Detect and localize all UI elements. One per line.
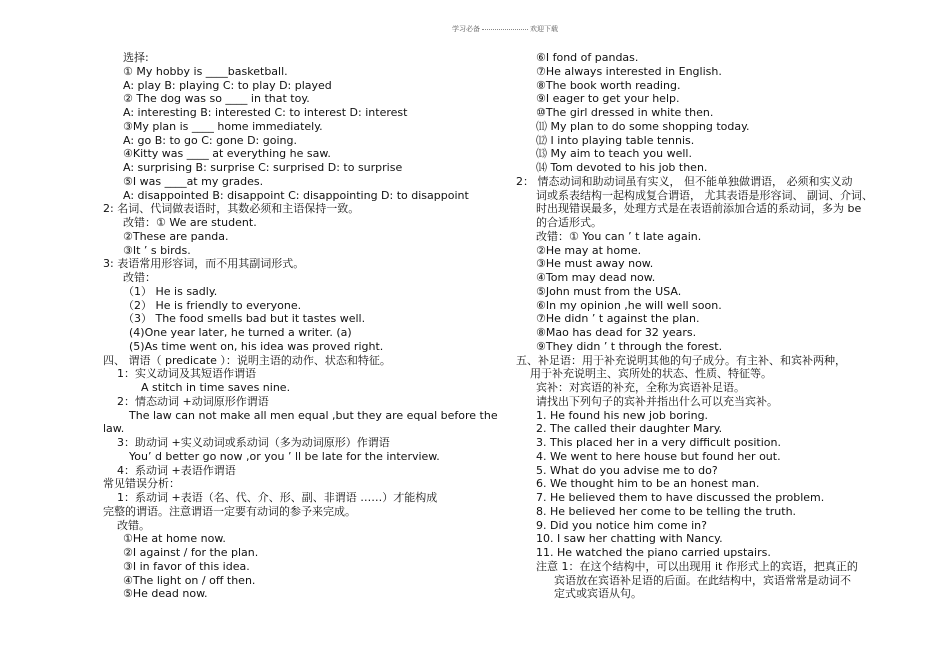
text-line: A: surprising B: surprise C: surprised D: to surprise — [123, 161, 403, 174]
text-line: 改错：① We are student. — [123, 216, 257, 229]
header-separator — [482, 29, 528, 30]
text-line: 1. He found his new job boring. — [536, 408, 709, 422]
text-line: 五、补足语：用于补充说明其他的句子成分。有主补、和宾补两种， — [516, 353, 846, 367]
text-line: （3） The food smells bad but it tastes well. — [123, 312, 366, 326]
text-line: ⑨They didn ’ t through the forest. — [536, 339, 723, 353]
text-line: ⑧Mao has dead for 32 years. — [536, 326, 697, 339]
text-line: ④Kitty was ____ at everything he saw. — [123, 147, 331, 161]
text-line: ① My hobby is ____basketball. — [123, 64, 288, 78]
text-line: 常见错误分析： — [103, 477, 180, 491]
text-line: 6. We thought him to be an honest man. — [536, 477, 760, 491]
text-line: A: go B: to go C: gone D: going. — [123, 133, 297, 147]
text-line: A: disappointed B: disappoint C: disappointing D: to disappoint — [123, 188, 469, 202]
left-column — [103, 51, 498, 601]
text-line: 4：系动词 +表语作谓语 — [117, 463, 236, 477]
text-line: ⑤I was ____at my grades. — [123, 174, 264, 188]
text-line: ④Tom may dead now. — [536, 271, 656, 284]
text-line: 9. Did you notice him come in? — [536, 518, 707, 532]
text-line: 10. I saw her chatting with Nancy. — [536, 532, 723, 546]
text-line: ③My plan is ____ home immediately. — [123, 119, 323, 133]
text-line: ③It ’ s birds. — [123, 243, 191, 257]
text-line: 注意 1：在这个结构中，可以出现用 it 作形式上的宾语，把真正的 — [536, 559, 858, 573]
text-line: ② The dog was so ____ in that toy. — [123, 92, 310, 106]
text-line: 2： 情态动词和助动词虽有实义， 但不能单独做谓语， 必须和实义动 — [516, 174, 853, 188]
text-line: 2：情态动词 +动词原形作谓语 — [117, 394, 269, 408]
text-line: 四、 谓语（ predicate ）：说明主语的动作、状态和特征。 — [103, 353, 391, 367]
text-line: ⑤He dead now. — [123, 587, 208, 601]
text-line: （1） He is sadly. — [123, 284, 218, 298]
text-line: 宾补：对宾语的补充，全称为宾语补足语。 — [536, 381, 745, 394]
text-line: （2） He is friendly to everyone. — [123, 298, 302, 312]
text-line: 5. What do you advise me to do? — [536, 463, 718, 477]
text-line: ⑥In my opinion ,he will well soon. — [536, 298, 722, 312]
text-line: 改错。 — [117, 518, 150, 532]
header-right-text: 欢迎下载 — [530, 25, 558, 33]
text-line: 3：助动词 +实义动词或系动词（多为动词原形）作谓语 — [117, 436, 390, 449]
text-line: ②He may at home. — [536, 243, 642, 257]
text-line: ⑨I eager to get your help. — [536, 92, 680, 106]
text-line: A: interesting B: interested C: to interest D: interest — [123, 106, 408, 119]
text-line: (4)One year later, he turned a writer. (a) — [129, 326, 352, 339]
text-line: ⑥I fond of pandas. — [536, 51, 639, 64]
text-line: 11. He watched the piano carried upstairs. — [536, 546, 771, 559]
text-line: 用于补充说明主、宾所处的状态、性质、特征等。 — [530, 367, 772, 381]
text-line: 改错： — [123, 271, 156, 284]
text-line: 完整的谓语。注意谓语一定要有动词的参予来完成。 — [103, 504, 356, 518]
text-line: ④The light on / off then. — [123, 573, 256, 587]
text-line: ⑩The girl dressed in white then. — [536, 106, 714, 119]
text-line: ⑾ My plan to do some shopping today. — [536, 119, 750, 133]
text-line: 4. We went to here house but found her out. — [536, 449, 781, 463]
text-line: ⒁ Tom devoted to his job then. — [536, 161, 708, 174]
text-line: ⑦He always interested in English. — [536, 64, 722, 78]
header-left-text: 学习必备 — [452, 25, 480, 33]
text-line: 的合适形式。 — [536, 216, 602, 229]
text-line: A: play B: playing C: to play D: played — [123, 78, 332, 92]
text-line: 1：系动词 +表语（名、代、介、形、副、非谓语 ……）才能构成 — [117, 491, 438, 504]
text-line: 2. The called their daughter Mary. — [536, 422, 723, 436]
text-line: law. — [103, 422, 125, 436]
right-column — [516, 51, 898, 601]
text-line: ②I against / for the plan. — [123, 546, 259, 559]
text-line: 宾语放在宾语补足语的后面。在此结构中，宾语常常是动词不 — [554, 573, 851, 587]
text-line: 改错：① You can ’ t late again. — [536, 229, 702, 243]
text-line: You’ d better go now ,or you ’ ll be late for the interview. — [129, 449, 440, 463]
text-line: 3: 表语常用形容词，而不用其副词形式。 — [103, 257, 305, 271]
text-line: ①He at home now. — [123, 532, 226, 546]
text-line: A stitch in time saves nine. — [141, 381, 291, 394]
text-line: ⒀ My aim to teach you well. — [536, 147, 692, 161]
text-line: ⑿ I into playing table tennis. — [536, 133, 695, 147]
text-line: ⑤John must from the USA. — [536, 284, 682, 298]
text-line: 定式或宾语从句。 — [554, 587, 642, 601]
text-line: 7. He believed them to have discussed the problem. — [536, 491, 825, 504]
page-header — [452, 24, 558, 34]
text-line: 选择: — [123, 51, 149, 64]
text-line: ③He must away now. — [536, 257, 654, 271]
text-line: (5)As time went on, his idea was proved right. — [129, 339, 384, 353]
text-line: ②These are panda. — [123, 229, 229, 243]
text-line: 词或系表结构一起构成复合谓语， 尤其表语是形容词、 副词、介词、 — [536, 188, 873, 202]
text-line: ⑦He didn ’ t against the plan. — [536, 312, 700, 326]
text-line: 3. This placed her in a very difficult position. — [536, 436, 781, 449]
text-line: ⑧The book worth reading. — [536, 78, 681, 92]
text-line: 8. He believed her come to be telling the truth. — [536, 504, 797, 518]
text-line: 2: 名词、代词做表语时，其数必须和主语保持一致。 — [103, 202, 360, 216]
text-line: 1：实义动词及其短语作谓语 — [117, 367, 256, 381]
text-line: 请找出下列句子的宾补并指出什么可以充当宾补。 — [536, 394, 778, 408]
text-line: The law can not make all men equal ,but they are equal before the — [129, 408, 498, 422]
text-line: 时出现错误最多，处理方式是在表语前添加合适的系动词，多为 be — [536, 202, 862, 216]
text-line: ③I in favor of this idea. — [123, 559, 250, 573]
